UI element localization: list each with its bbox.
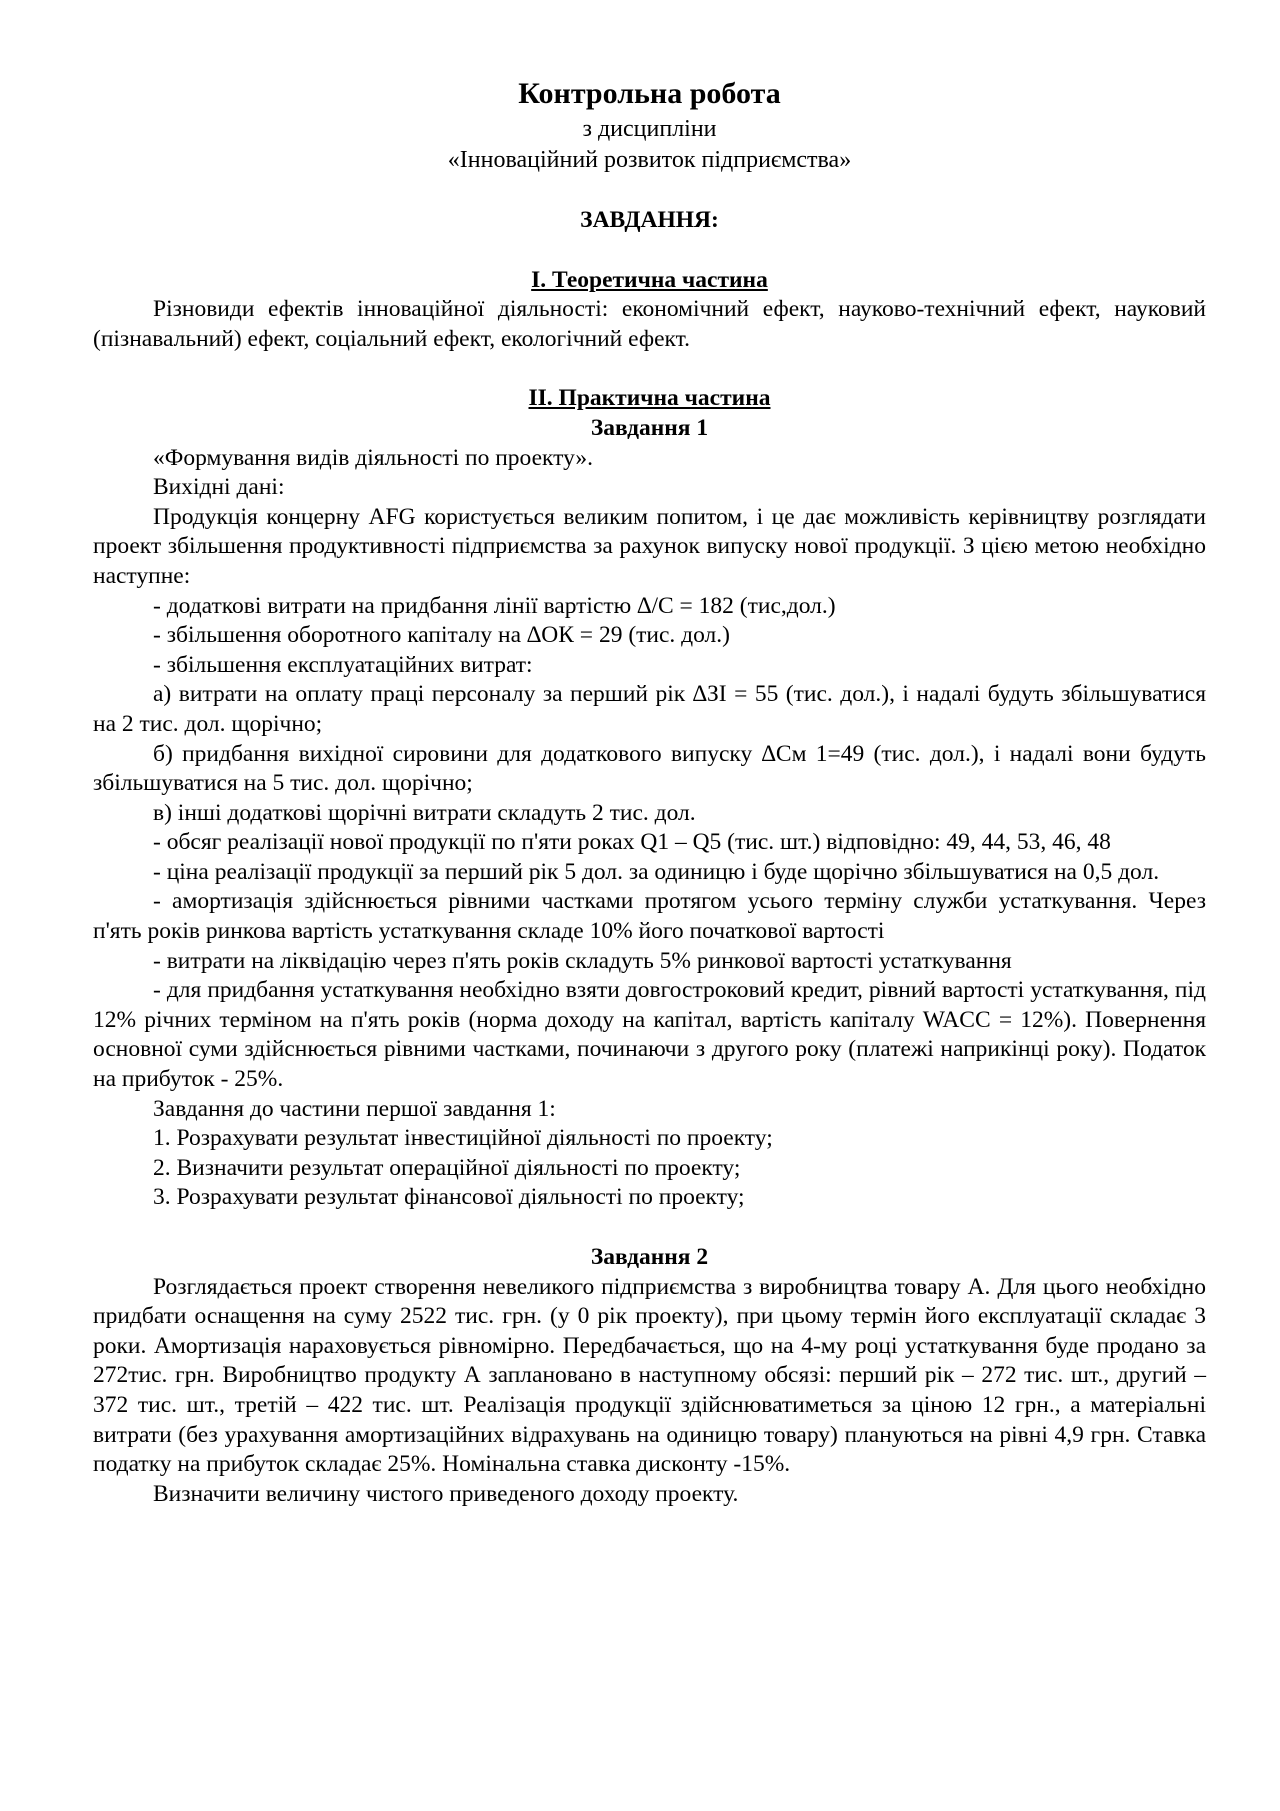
- task1-item: - для придбання устаткування необхідно взяти довгостроковий кредит, рівний вартості устаткування, під 12% річних терміном на п'ять років (норма доходу на капітал, вартість капіталу WACC = 12%). Повернення основної суми здійснюється рівними частками, починаючи з другого року (платежі наприкінці року). Податок на прибуток - 25%.: [93, 977, 1206, 1093]
- task1-tasks-heading: Завдання до частини першої завдання 1:: [153, 1095, 556, 1122]
- task1-item: - обсяг реалізації нової продукції по п'яти роках Q1 – Q5 (тис. шт.) відповідно: 49, 44, 53, 46, 48: [153, 829, 1111, 856]
- task1-item: - ціна реалізації продукції за перший рік 5 дол. за одиницю і буде щорічно збільшуватися на 0,5 дол.: [153, 858, 1160, 885]
- task1-heading: Завдання 1: [590, 414, 709, 441]
- task1-item: а) витрати на оплату праці персоналу за перший рік ∆ЗІ = 55 (тис. дол.), і надалі будуть збільшуватися на 2 тис. дол. щорічно;: [93, 681, 1206, 737]
- task2-question: Визначити величину чистого приведеного доходу проекту.: [153, 1480, 739, 1507]
- task1-task: 2. Визначити результат операційної діяльності по проекту;: [153, 1154, 741, 1181]
- task1-item: б) придбання вихідної сировини для додаткового випуску ∆См 1=49 (тис. дол.), і надалі вони будуть збільшуватися на 5 тис. дол. щорічно;: [93, 740, 1206, 797]
- task1-item: в) інші додаткові щорічні витрати складуть 2 тис. дол.: [153, 799, 696, 826]
- discipline-line: з дисципліни: [582, 116, 717, 142]
- task1-item: - збільшення експлуатаційних витрат:: [153, 651, 533, 678]
- task2-heading: Завдання 2: [590, 1244, 709, 1270]
- task1-task: 1. Розрахувати результат інвестиційної діяльності по проекту;: [153, 1125, 773, 1152]
- task1-item: - збільшення оборотного капіталу на ∆ОК = 29 (тис. дол.): [153, 622, 730, 649]
- task1-intro: Продукція концерну AFG користується великим попитом, і це дає можливість керівництву розглядати проект збільшення продуктивності підприємства за рахунок випуску нової продукції. З цією метою необхідно наступне:: [93, 503, 1206, 589]
- task1-title-line: «Формування видів діяльності по проекту».: [153, 444, 594, 471]
- task2-text: Розглядається проект створення невеликого підприємства з виробництва товару А. Для цього необхідно придбати оснащення на суму 2522 тис. грн. (у 0 рік проекту), при цьому термін його експлуатації складає 3 роки. Амортизація нараховується рівномірно. Передбачається, що на 4-му році устаткування буде продано за 272тис. грн. Виробництво продукту А заплановано в наступному обсязі: перший рік – 272 тис. шт., другий – 372 тис. шт., третій – 422 тис. шт. Реалізація продукції здійснюватиметься за ціною 12 грн., а матеріальні витрати (без урахування амортизаційних відрахувань на одиницю товару) плануються на рівні 4,9 грн. Ставка податку на прибуток складає 25%. Номінальна ставка дисконту -15%.: [93, 1273, 1206, 1478]
- document-title: Контрольна робота: [518, 77, 781, 110]
- part1-heading: І. Теоретична частина: [531, 266, 768, 293]
- task1-item: - додаткові витрати на придбання лінії вартістю ∆/С = 182 (тис,дол.): [153, 592, 836, 619]
- part1-text: Різновиди ефектів інноваційної діяльності: економічний ефект, науково-технічний ефект, науковий (пізнавальний) ефект, соціальний ефект, екологічний ефект.: [93, 296, 1206, 352]
- task1-item: - амортизація здійснюється рівними частками протягом усього терміну служби устаткування. Через п'ять років ринкова вартість устаткування складе 10% його початкової вартості: [93, 888, 1206, 945]
- task1-source-data-label: Вихідні дані:: [153, 474, 285, 501]
- task1-task: 3. Розрахувати результат фінансової діяльності по проекту;: [153, 1184, 745, 1211]
- discipline-name: «Інноваційний розвиток підприємства»: [447, 147, 852, 173]
- part2-heading: ІІ. Практична частина: [528, 385, 771, 412]
- task1-item: - витрати на ліквідацію через п'ять років складуть 5% ринкової вартості устаткування: [153, 947, 1012, 974]
- assignment-heading: ЗАВДАННЯ:: [580, 207, 719, 233]
